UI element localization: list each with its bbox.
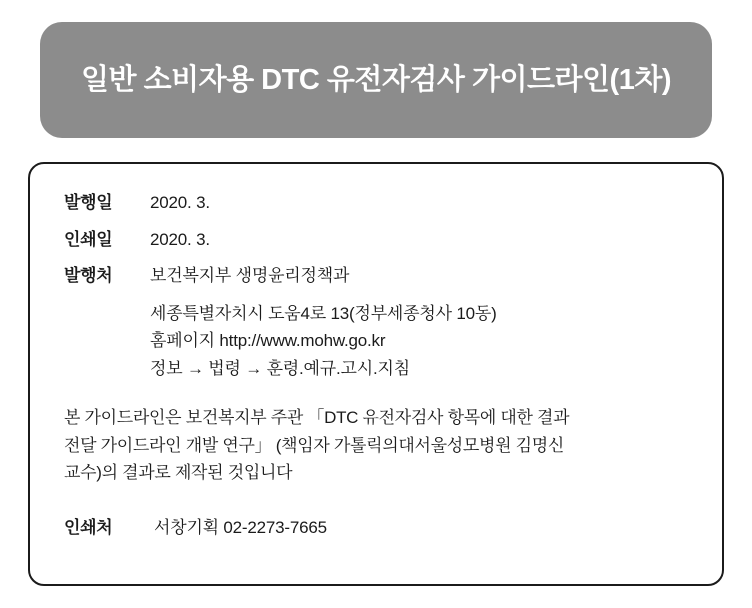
- field-row-printer: [64, 513, 688, 538]
- field-value-print-date: 2020. 3.: [150, 229, 210, 249]
- field-value-publisher: 보건복지부 생명윤리정책과: [150, 266, 350, 285]
- page-title: 일반 소비자용 DTC 유전자검사 가이드라인(1차): [80, 63, 671, 96]
- publisher-navigation-path: 정보 → 법령 → 훈령.예규.고시.지침: [150, 358, 410, 378]
- field-row-issue-date: [64, 190, 688, 216]
- guideline-note: [64, 404, 688, 487]
- field-label-print-date: 인쇄일: [64, 229, 113, 249]
- publication-info-card: [28, 162, 724, 586]
- field-value-printer: 서창기획 02-2273-7665: [154, 517, 327, 537]
- field-label-issue-date: 발행일: [64, 193, 113, 212]
- field-label-printer: 인쇄처: [64, 517, 113, 537]
- publisher-address: 세종특별자치시 도움4로 13(정부세종청사 10동): [150, 303, 497, 323]
- field-row-print-date: [64, 227, 688, 253]
- note-line-2: 전달 가이드라인 개발 연구」 (책임자 가톨릭의대서울성모병원 김명신: [64, 435, 565, 455]
- title-banner: [40, 22, 712, 138]
- publisher-homepage: 홈페이지 http://www.mohw.go.kr: [150, 331, 386, 351]
- field-label-publisher: 발행처: [64, 266, 113, 285]
- note-line-1: 본 가이드라인은 보건복지부 주관 「DTC 유전자검사 항목에 대한 결과: [64, 408, 570, 428]
- publisher-details: [64, 300, 688, 383]
- field-row-publisher: [64, 263, 688, 289]
- field-value-issue-date: 2020. 3.: [150, 193, 210, 212]
- note-line-3: 교수)의 결과로 제작된 것입니다: [64, 463, 293, 483]
